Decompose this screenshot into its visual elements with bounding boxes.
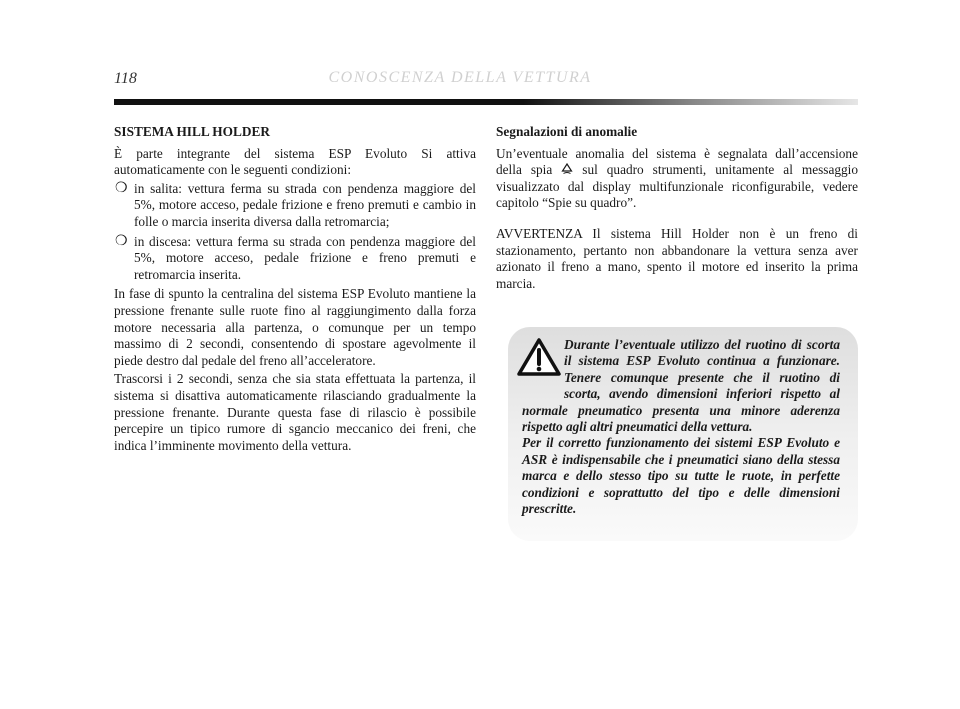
conditions-list — [114, 181, 476, 284]
body-paragraph: Trascorsi i 2 secondi, senza che sia stata effettuata la partenza, il sistema si disattiva automaticamente rilasciando gradualmente la pressione frenante. Durante questa fase di rilascio è possibile percepire un tipico rumore di sgancio meccanico dei freni, che indica l’imminente movimento della vettura. — [114, 371, 476, 453]
section-heading: Segnalazioni di anomalie — [496, 124, 638, 139]
ring-bullet-icon: ❍ — [115, 180, 128, 196]
esp-warning-lamp-icon — [561, 163, 573, 175]
header-rule — [114, 99, 858, 105]
caution-paragraph: Per il corretto funzionamento dei sistemi ESP Evoluto e ASR è indispensabile che i pneumatici siano della stessa marca e dello stesso tipo su tutte le ruote, in perfette condizioni e soprattutto del tipo e delle dimensioni prescritte. — [522, 435, 840, 517]
warning-paragraph: AVVERTENZA Il sistema Hill Holder non è un freno di stazionamento, pertanto non abbandonare la vettura senza aver azionato il freno a mano, spento il motore ed inserito la prima marcia. — [496, 225, 858, 291]
list-item-text: in salita: vettura ferma su strada con pendenza maggiore del 5%, motore acceso, pedale frizione e freno premuti e cambio in folle o marcia inserita diversa dalla retromarcia; — [134, 180, 476, 229]
running-header: CONOSCENZA DELLA VETTURA — [328, 69, 592, 86]
ring-bullet-icon: ❍ — [115, 233, 128, 249]
left-column — [114, 124, 476, 456]
anomaly-text-start: Un’eventuale anomalia del sistema è segnalata dall’accensione della spia — [496, 145, 858, 178]
intro-paragraph: È parte integrante del sistema ESP Evoluto Si attiva automaticamente con le seguenti condizioni: — [114, 145, 476, 178]
anomaly-text-end: sul quadro strumenti, unitamente al messaggio visualizzato dal display multifunzionale riconfigurabile, vedere capitolo “Spie su quadro”. — [496, 162, 859, 211]
caution-text — [522, 337, 840, 517]
body-paragraph: In fase di spunto la centralina del sistema ESP Evoluto mantiene la pressione frenante sulle ruote fino al raggiungimento dalla forza motore necessaria alla partenza, o comunque per un tempo massimo di 2 secondi, consentendo di spostare agevolmente il piede destro dal pedale del freno all’acceleratore. — [114, 286, 476, 368]
list-item — [114, 181, 476, 231]
list-item-text: in discesa: vettura ferma su strada con pendenza maggiore del 5%, motore acceso, pedale frizione e freno premuti e retromarcia inserita. — [134, 233, 476, 282]
caution-paragraph: Durante l’eventuale utilizzo del ruotino di scorta il sistema ESP Evoluto continua a funzionare. Tenere comunque presente che il ruotino di scorta, avendo dimensioni inferiori rispetto al normale pneumatico presenta una minore aderenza rispetto agli altri pneumatici della vettura. — [522, 337, 840, 435]
section-heading: SISTEMA HILL HOLDER — [114, 124, 270, 139]
list-item — [114, 234, 476, 284]
anomaly-paragraph — [496, 146, 858, 212]
page-number: 118 — [114, 70, 137, 87]
right-column — [496, 124, 858, 294]
